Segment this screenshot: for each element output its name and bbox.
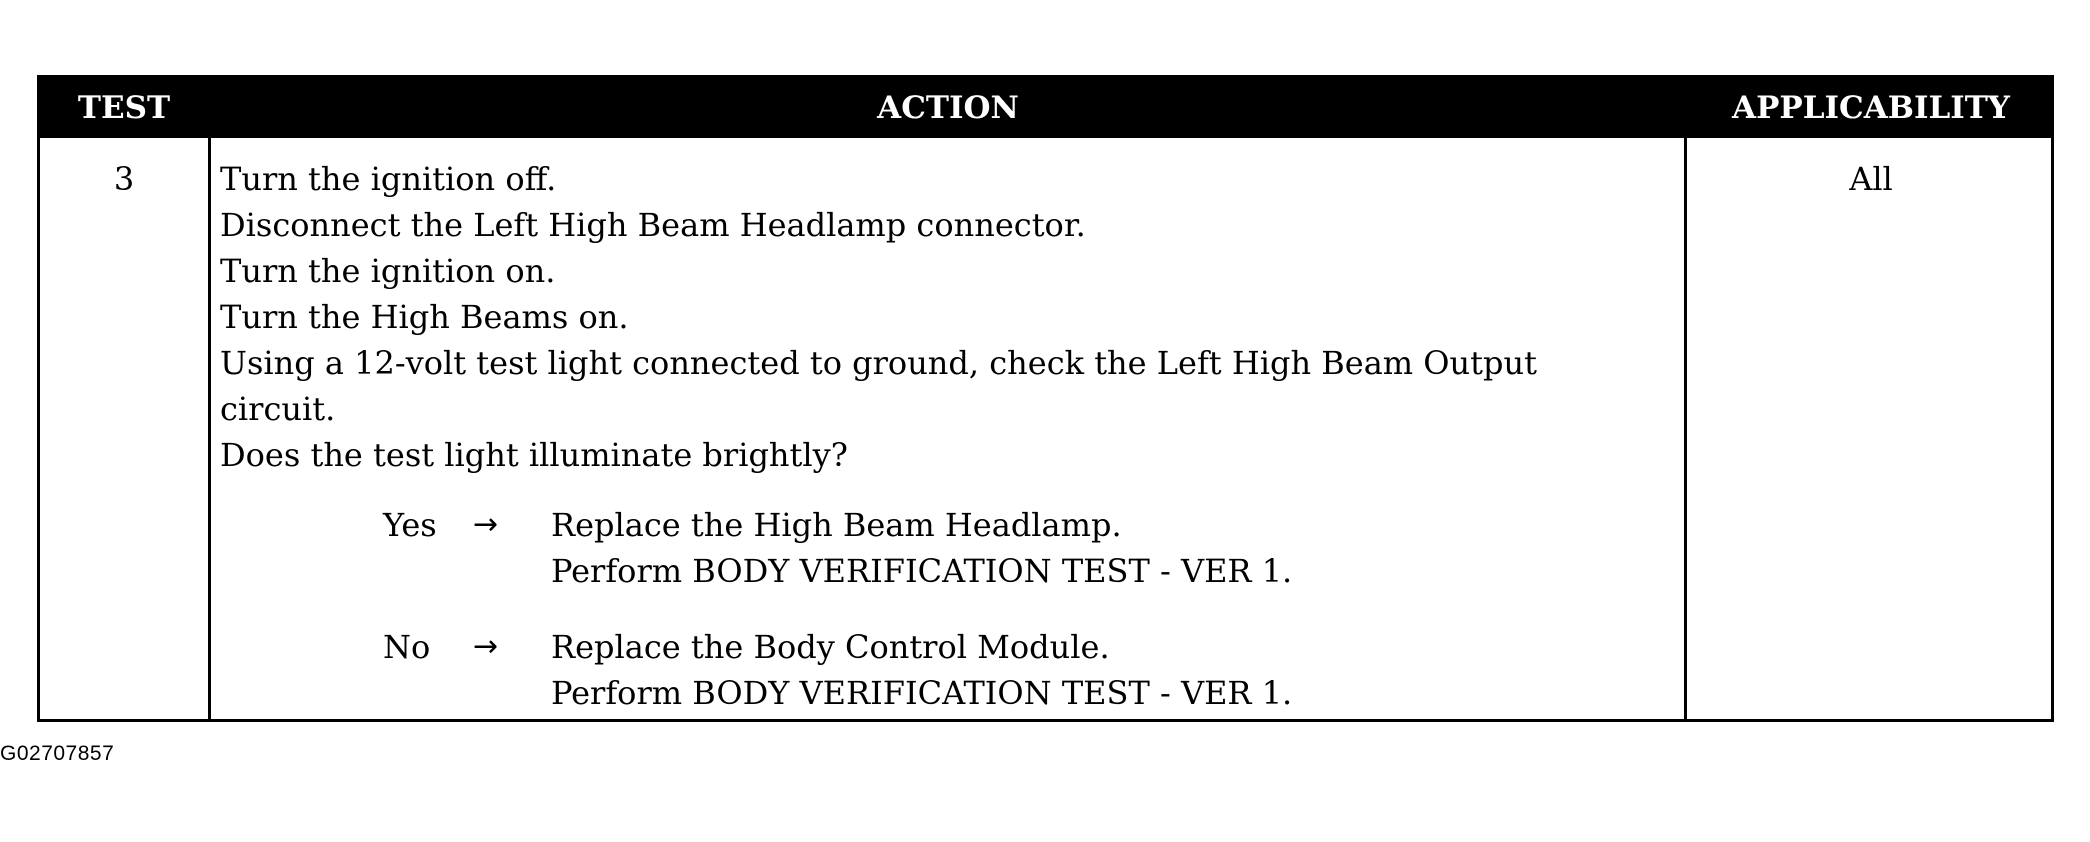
result-no-steps: [551, 624, 1292, 716]
action-line: Turn the ignition on.: [220, 252, 556, 290]
result-no-label: No: [383, 628, 431, 666]
figure-id: G02707857: [0, 742, 115, 765]
applicability-value: All: [1849, 160, 1893, 198]
diagnostic-test-table: [37, 75, 2054, 722]
action-line: Turn the ignition off.: [220, 160, 557, 198]
column-divider-action-applicability: [1684, 78, 1687, 719]
right-arrow-icon: →: [473, 629, 499, 664]
header-test: TEST: [77, 90, 171, 126]
action-line: Using a 12-volt test light connected to ground, check the Left High Beam Output: [220, 344, 1537, 382]
column-divider-test-action: [208, 78, 211, 719]
action-line: Disconnect the Left High Beam Headlamp connector.: [220, 206, 1086, 244]
action-line: Does the test light illuminate brightly?: [220, 436, 848, 474]
action-line: Turn the High Beams on.: [220, 298, 629, 336]
action-instructions: [220, 156, 1676, 478]
header-action: ACTION: [877, 90, 1019, 126]
test-number: 3: [113, 160, 135, 198]
action-line: circuit.: [220, 390, 336, 428]
result-step: Replace the High Beam Headlamp.: [551, 506, 1122, 544]
result-step: Perform BODY VERIFICATION TEST - VER 1.: [551, 552, 1293, 590]
result-yes-label: Yes: [383, 506, 437, 544]
header-applicability: APPLICABILITY: [1732, 90, 2010, 126]
right-arrow-icon: →: [473, 507, 499, 542]
result-step: Perform BODY VERIFICATION TEST - VER 1.: [551, 674, 1293, 712]
result-yes-steps: [551, 502, 1292, 594]
table-header-row: [40, 78, 2051, 138]
result-step: Replace the Body Control Module.: [551, 628, 1110, 666]
